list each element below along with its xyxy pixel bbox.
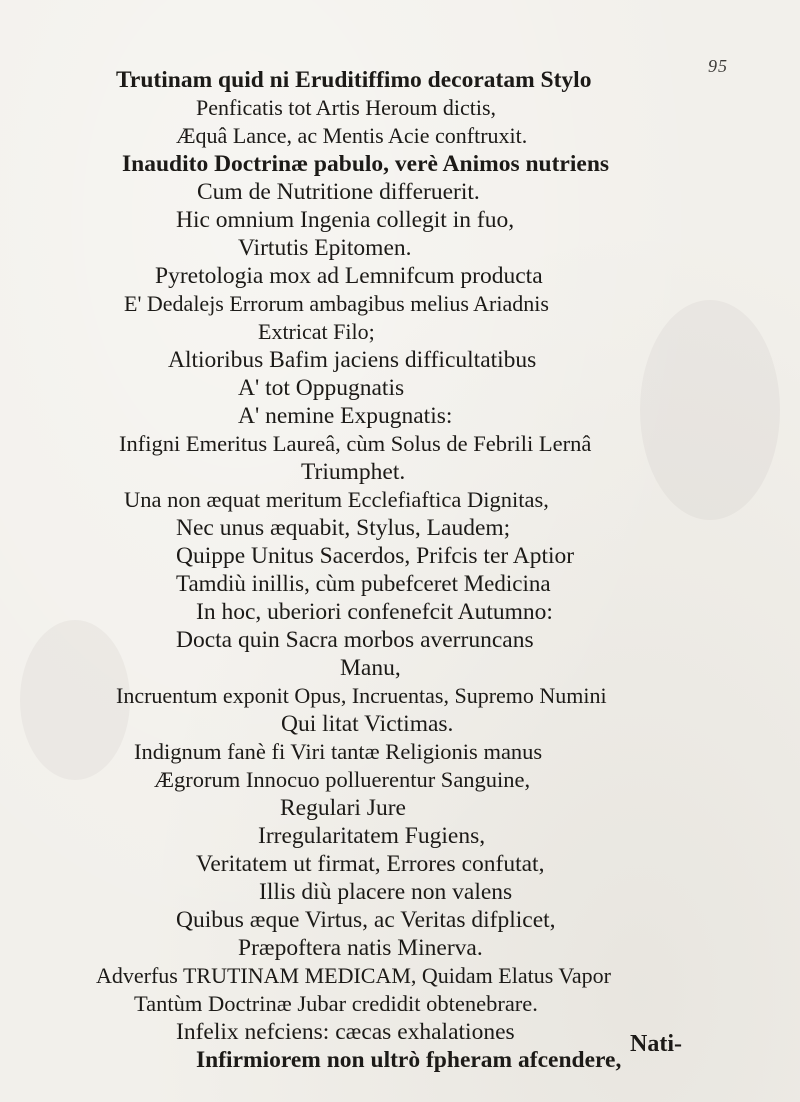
text-line: Irregularitatem Fugiens, [258, 823, 486, 849]
catchword: Nati- [630, 1031, 682, 1057]
page-number: 95 [708, 56, 728, 76]
paper-stain [640, 300, 780, 520]
text-line: Extricat Filo; [258, 319, 375, 344]
text-line: Virtutis Epitomen. [238, 235, 412, 261]
text-line: Æquâ Lance, ac Mentis Acie conftruxit. [176, 123, 528, 148]
text-line: Ægrorum Innocuo polluerentur Sanguine, [154, 767, 531, 792]
text-line: Inaudito Doctrinæ pabulo, verè Animos nutriens [122, 151, 610, 177]
text-line: Præpoftera natis Minerva. [238, 935, 483, 961]
text-line: Manu, [340, 655, 401, 681]
paper-stain [20, 620, 130, 780]
text-line: Regulari Jure [280, 795, 406, 821]
text-line: Penficatis tot Artis Heroum dictis, [196, 95, 497, 120]
text-line: Illis diù placere non valens [259, 879, 513, 905]
text-line: Infelix nefciens: cæcas exhalationes [176, 1019, 515, 1045]
text-line: E' Dedalejs Errorum ambagibus melius Ariadnis [124, 291, 549, 316]
text-line: Triumphet. [301, 459, 406, 485]
text-line: Infigni Emeritus Laureâ, cùm Solus de Febrili Lernâ [119, 431, 592, 456]
text-line: A' tot Oppugnatis [238, 375, 405, 401]
text-line: Qui litat Victimas. [281, 711, 454, 737]
text-line: Una non æquat meritum Ecclefiaftica Dignitas, [124, 487, 549, 512]
text-line: Trutinam quid ni Eruditiffimo decoratam Stylo [116, 67, 592, 93]
text-line: Quippe Unitus Sacerdos, Prifcis ter Aptior [176, 543, 575, 569]
text-line: Infirmiorem non ultrò fpheram afcendere, [196, 1047, 622, 1073]
text-line: Cum de Nutritione differuerit. [197, 179, 480, 205]
text-line: Quibus æque Virtus, ac Veritas difplicet, [176, 907, 556, 933]
text-line: Veritatem ut firmat, Errores confutat, [196, 851, 545, 877]
text-line: Tamdiù inillis, cùm pubefceret Medicina [176, 571, 551, 596]
text-line: Tantùm Doctrinæ Jubar credidit obtenebrare. [134, 991, 538, 1016]
text-line: Docta quin Sacra morbos averruncans [176, 627, 534, 653]
text-line: Pyretologia mox ad Lemnifcum producta [155, 263, 543, 289]
text-line: Adverfus TRUTINAM MEDICAM, Quidam Elatus Vapor [96, 963, 611, 988]
text-line: Altioribus Bafim jaciens difficultatibus [168, 347, 537, 373]
text-line: Incruentum exponit Opus, Incruentas, Supremo Numini [116, 683, 607, 708]
text-line: Nec unus æquabit, Stylus, Laudem; [176, 515, 511, 541]
text-line: Indignum fanè fi Viri tantæ Religionis manus [134, 739, 543, 764]
text-line: In hoc, uberiori confenefcit Autumno: [196, 599, 553, 625]
text-line: A' nemine Expugnatis: [238, 403, 453, 429]
text-line: Hic omnium Ingenia collegit in fuo, [176, 207, 515, 233]
